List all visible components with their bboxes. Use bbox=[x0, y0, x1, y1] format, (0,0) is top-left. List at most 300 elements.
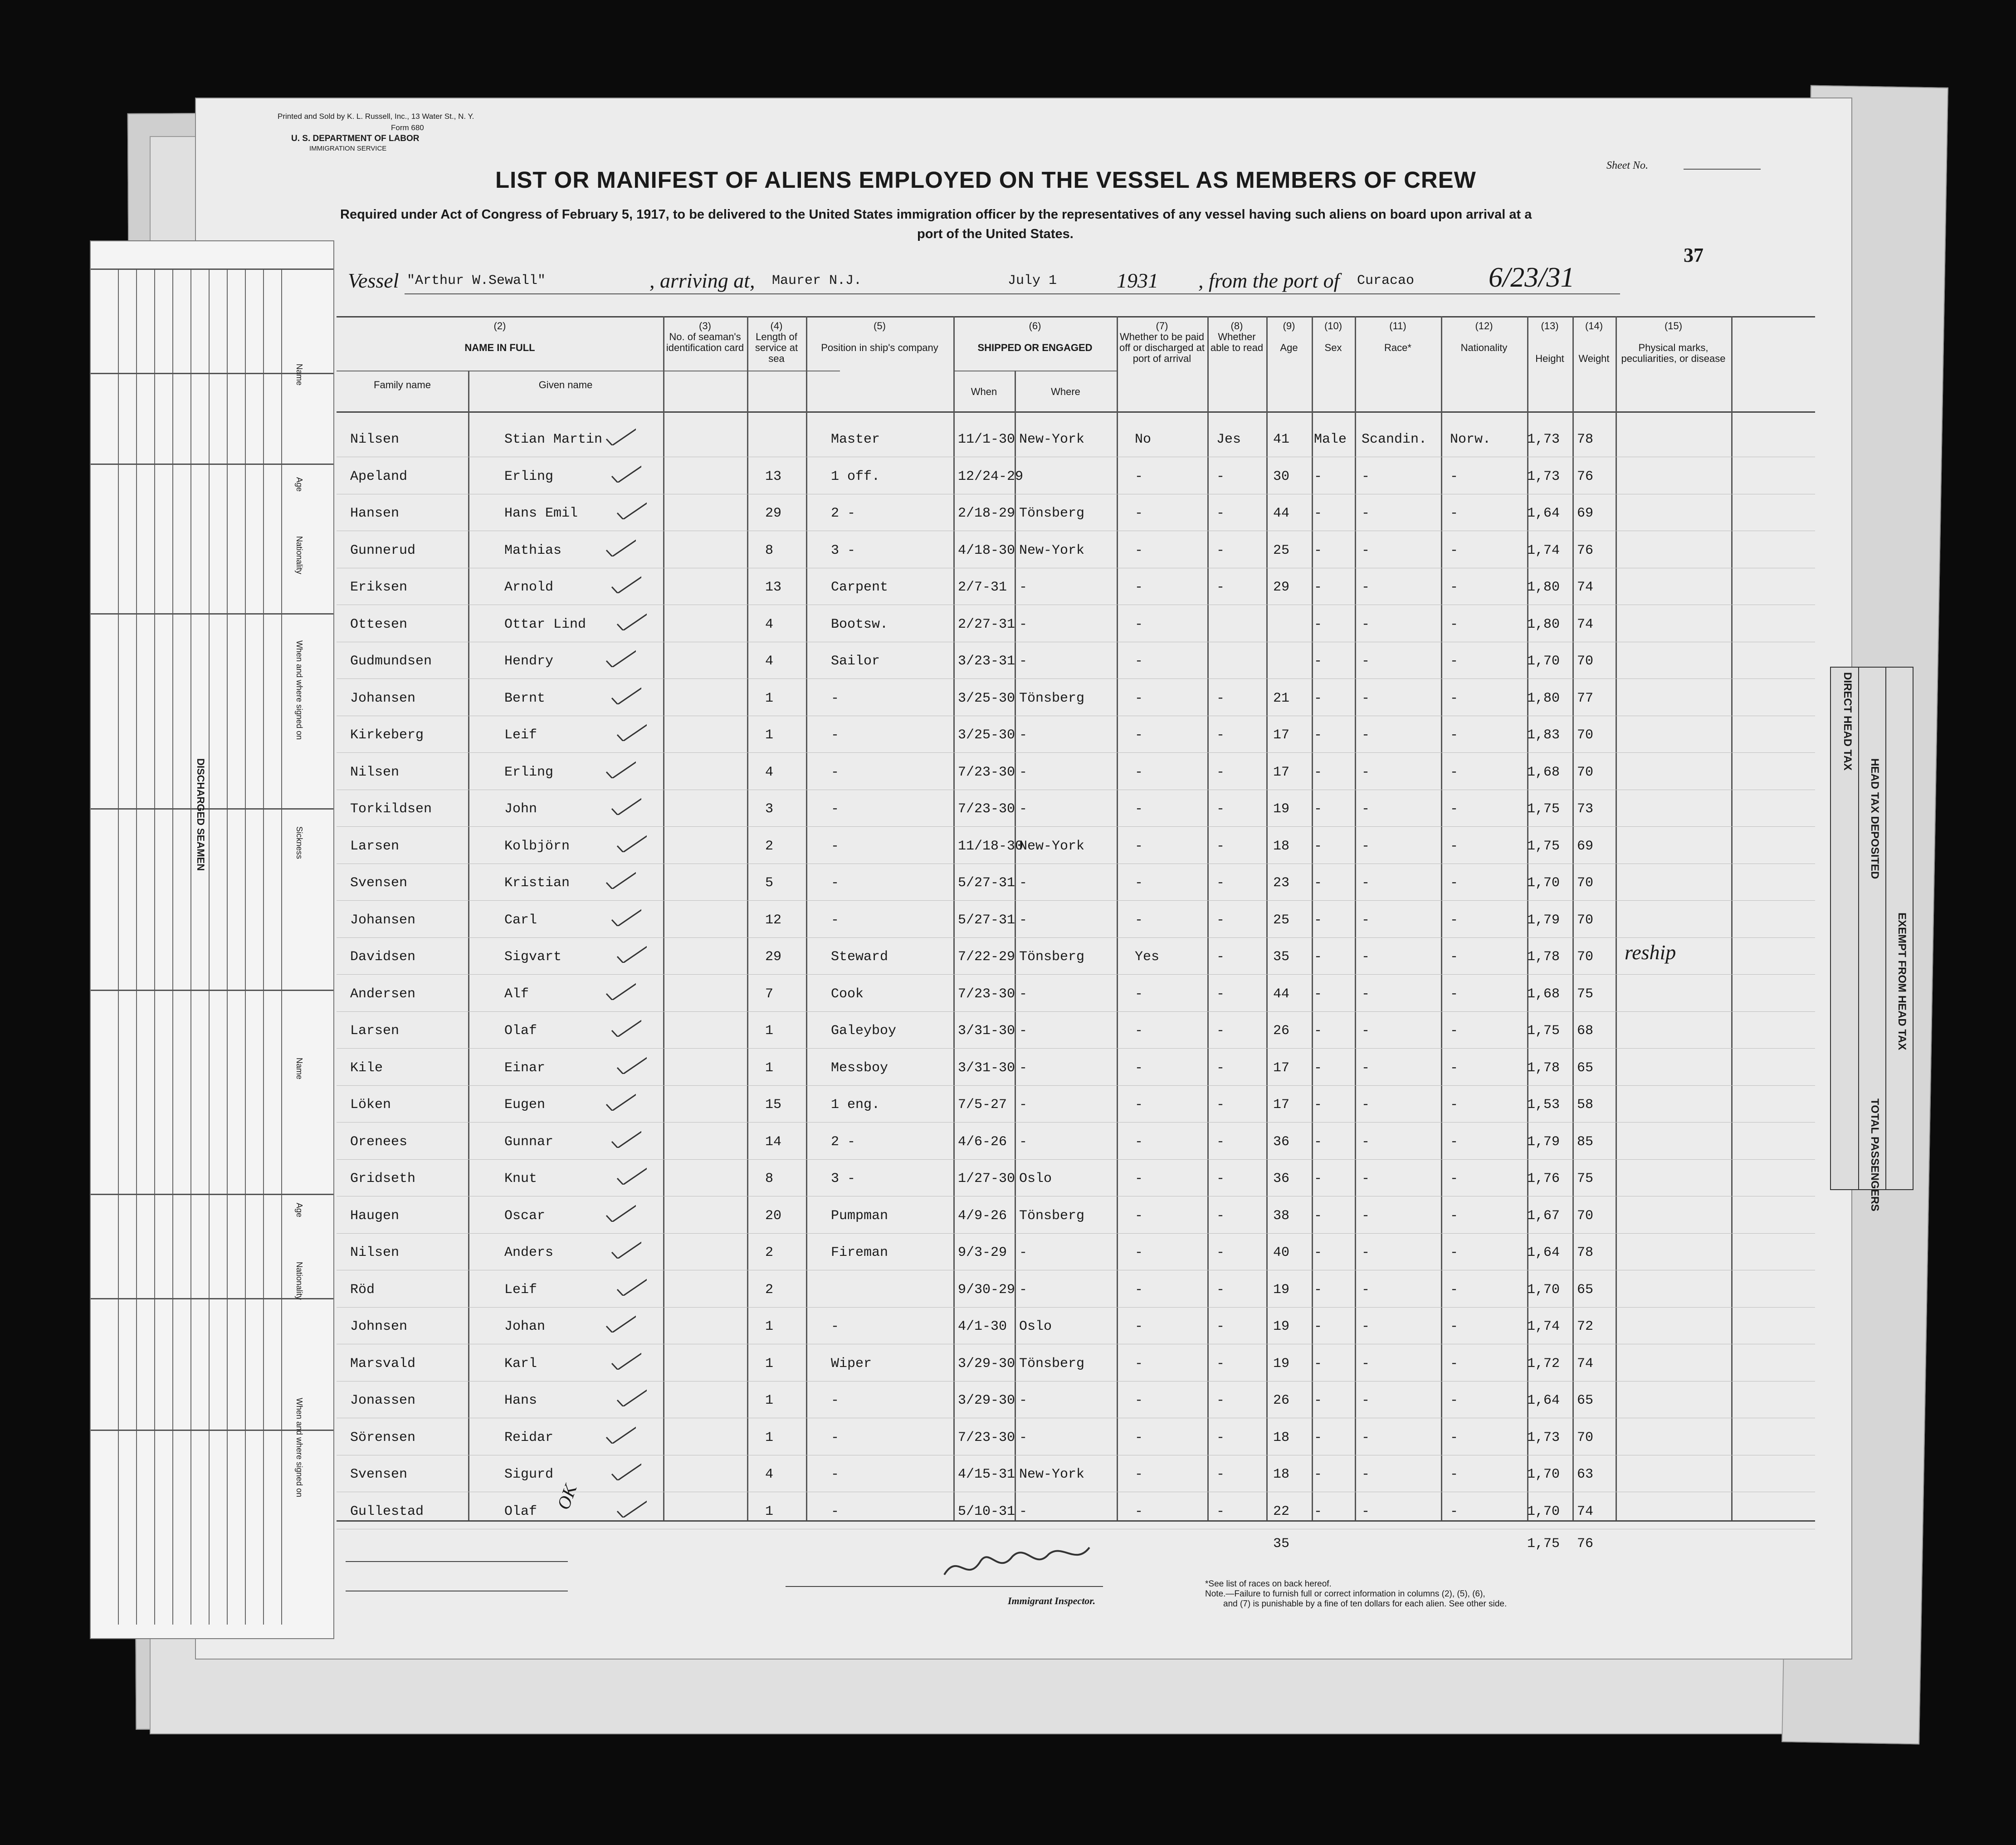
shipped-when-cell: 4/6-26 bbox=[958, 1134, 1007, 1150]
paid-off-cell: - bbox=[1135, 580, 1143, 595]
shipped-where-cell: - bbox=[1019, 801, 1028, 817]
shipped-where-cell: - bbox=[1019, 764, 1028, 780]
race-cell: - bbox=[1362, 1393, 1370, 1408]
subtitle-line-1: Required under Act of Congress of February 5, 1917, to be delivered to the United States immigration officer by the representatives of any vessel having such aliens on board upon arrival at a bbox=[340, 207, 1532, 222]
position-cell: 2 - bbox=[831, 1134, 856, 1150]
shipped-where-cell: Tönsberg bbox=[1019, 949, 1085, 965]
weight-cell: 74 bbox=[1577, 1356, 1594, 1372]
weight-cell: 70 bbox=[1577, 727, 1594, 743]
family-name-cell: Davidsen bbox=[350, 949, 416, 965]
given-name-cell: Gunnar bbox=[504, 1134, 554, 1150]
paid-off-cell: - bbox=[1135, 727, 1143, 743]
age-cell: 17 bbox=[1273, 727, 1290, 743]
header-col-7: (7) Whether to be paid off or discharged at port of arrival bbox=[1119, 320, 1205, 364]
shipped-where-cell: - bbox=[1019, 654, 1028, 669]
shipped-when-cell: 9/3-29 bbox=[958, 1245, 1007, 1260]
extra-age-cell: 35 bbox=[1273, 1536, 1290, 1552]
paid-off-cell: - bbox=[1135, 506, 1143, 521]
nationality-cell: - bbox=[1450, 1060, 1459, 1076]
length-of-service-cell: 7 bbox=[765, 986, 774, 1002]
given-name-cell: Olaf bbox=[504, 1503, 537, 1519]
shipped-when-cell: 4/9-26 bbox=[958, 1208, 1007, 1224]
position-cell: Bootsw. bbox=[831, 616, 888, 632]
shipped-when-cell: 2/27-31 bbox=[958, 616, 1015, 632]
slip-row-line bbox=[91, 613, 333, 615]
slip-row-line bbox=[91, 808, 333, 810]
family-name-cell: Jonassen bbox=[350, 1393, 416, 1408]
weight-cell: 77 bbox=[1577, 690, 1594, 706]
length-of-service-cell: 29 bbox=[765, 949, 782, 965]
given-name-cell: Kolbjörn bbox=[504, 838, 570, 854]
nationality-cell: - bbox=[1450, 506, 1459, 521]
inspector-line bbox=[786, 1586, 1103, 1587]
family-name-cell: Larsen bbox=[350, 838, 400, 854]
checkmark-icon bbox=[610, 1350, 641, 1370]
col-divider bbox=[806, 316, 807, 1520]
weight-cell: 70 bbox=[1577, 764, 1594, 780]
table-row-line bbox=[337, 1159, 1815, 1160]
race-cell: - bbox=[1362, 469, 1370, 484]
inspector-signature bbox=[940, 1534, 1121, 1588]
height-cell: 1,80 bbox=[1527, 580, 1560, 595]
sex-cell: - bbox=[1314, 986, 1323, 1002]
paid-off-cell: - bbox=[1135, 912, 1143, 928]
sex-cell: - bbox=[1314, 1245, 1323, 1260]
nationality-cell: - bbox=[1450, 1023, 1459, 1039]
col-divider bbox=[1355, 316, 1356, 1520]
race-cell: - bbox=[1362, 616, 1370, 632]
age-cell: 22 bbox=[1273, 1503, 1290, 1519]
family-name-cell: Apeland bbox=[350, 469, 408, 484]
race-cell: - bbox=[1362, 986, 1370, 1002]
position-cell: - bbox=[831, 1467, 840, 1482]
weight-cell: 70 bbox=[1577, 912, 1594, 928]
stamp-exempt-head-tax: EXEMPT FROM HEAD TAX bbox=[1896, 913, 1908, 1050]
given-name-cell: Hans bbox=[504, 1393, 537, 1408]
checkmark-icon bbox=[604, 647, 636, 667]
given-name-cell: Johan bbox=[504, 1319, 546, 1334]
arriving-label: , arriving at, bbox=[649, 269, 755, 292]
given-name-cell: Eugen bbox=[504, 1097, 546, 1113]
position-cell: - bbox=[831, 764, 840, 780]
age-cell: 18 bbox=[1273, 1430, 1290, 1445]
given-name-cell: Sigvart bbox=[504, 949, 562, 965]
shipped-when-cell: 11/1-30 bbox=[958, 432, 1015, 447]
family-name-cell: Ottesen bbox=[350, 616, 408, 632]
slip-row-line bbox=[91, 268, 333, 270]
age-cell: 29 bbox=[1273, 580, 1290, 595]
checkmark-icon bbox=[610, 463, 641, 483]
nationality-cell: - bbox=[1450, 727, 1459, 743]
shipped-where-cell: Oslo bbox=[1019, 1319, 1052, 1334]
height-cell: 1,80 bbox=[1527, 690, 1560, 706]
slip-row-line bbox=[91, 1194, 333, 1195]
race-cell: - bbox=[1362, 1430, 1370, 1445]
able-to-read-cell: - bbox=[1216, 1245, 1225, 1260]
handwritten-date: 6/23/31 bbox=[1489, 262, 1575, 293]
weight-cell: 69 bbox=[1577, 838, 1594, 854]
race-cell: - bbox=[1362, 727, 1370, 743]
length-of-service-cell: 20 bbox=[765, 1208, 782, 1224]
vessel-label: Vessel bbox=[348, 269, 399, 292]
header-top-rule bbox=[337, 316, 1815, 317]
race-cell: - bbox=[1362, 1023, 1370, 1039]
table-row-line bbox=[337, 974, 1815, 975]
able-to-read-cell: - bbox=[1216, 1060, 1225, 1076]
department: U. S. DEPARTMENT OF LABOR bbox=[291, 134, 420, 143]
family-name-cell: Gridseth bbox=[350, 1171, 416, 1186]
sex-cell: - bbox=[1314, 727, 1323, 743]
age-cell: 19 bbox=[1273, 1282, 1290, 1298]
able-to-read-cell: - bbox=[1216, 1393, 1225, 1408]
from-port: Curacao bbox=[1357, 273, 1415, 288]
length-of-service-cell: 1 bbox=[765, 690, 774, 706]
race-cell: - bbox=[1362, 1356, 1370, 1372]
paid-off-cell: - bbox=[1135, 1503, 1143, 1519]
weight-cell: 76 bbox=[1577, 469, 1594, 484]
slip-label-age: Age bbox=[295, 477, 304, 492]
able-to-read-cell: - bbox=[1216, 580, 1225, 595]
race-cell: - bbox=[1362, 654, 1370, 669]
shipped-when-cell: 12/24-29 bbox=[958, 469, 1024, 484]
able-to-read-cell: - bbox=[1216, 764, 1225, 780]
able-to-read-cell: - bbox=[1216, 727, 1225, 743]
header-col-12: (12) Nationality bbox=[1460, 320, 1508, 353]
age-cell: 44 bbox=[1273, 986, 1290, 1002]
table-row-line bbox=[337, 937, 1815, 938]
nationality-cell: - bbox=[1450, 912, 1459, 928]
family-name-cell: Nilsen bbox=[350, 764, 400, 780]
paid-off-cell: - bbox=[1135, 986, 1143, 1002]
nationality-cell: - bbox=[1450, 838, 1459, 854]
shipped-when-cell: 2/7-31 bbox=[958, 580, 1007, 595]
able-to-read-cell: - bbox=[1216, 1208, 1225, 1224]
height-cell: 1,76 bbox=[1527, 1171, 1560, 1186]
checkmark-icon bbox=[604, 980, 636, 1000]
checkmark-icon bbox=[610, 573, 641, 593]
length-of-service-cell: 4 bbox=[765, 1467, 774, 1482]
col-divider bbox=[1572, 316, 1574, 1520]
slip-column-line bbox=[209, 268, 210, 1625]
shipped-where-cell: New-York bbox=[1019, 432, 1085, 447]
weight-cell: 73 bbox=[1577, 801, 1594, 817]
slip-label-age: Age bbox=[295, 1203, 304, 1218]
nationality-cell: - bbox=[1450, 1503, 1459, 1519]
sex-cell: - bbox=[1314, 1356, 1323, 1372]
checkmark-icon bbox=[615, 610, 647, 630]
length-of-service-cell: 2 bbox=[765, 1245, 774, 1260]
shipped-when-cell: 3/31-30 bbox=[958, 1060, 1015, 1076]
paid-off-cell: - bbox=[1135, 1023, 1143, 1039]
arrival-year: 1931 bbox=[1117, 269, 1158, 292]
length-of-service-cell: 13 bbox=[765, 469, 782, 484]
race-cell: - bbox=[1362, 1319, 1370, 1334]
length-of-service-cell: 15 bbox=[765, 1097, 782, 1113]
family-name-cell: Johnsen bbox=[350, 1319, 408, 1334]
nationality-cell: - bbox=[1450, 986, 1459, 1002]
height-cell: 1,74 bbox=[1527, 542, 1560, 558]
sex-cell: - bbox=[1314, 1467, 1323, 1482]
given-name-cell: Kristian bbox=[504, 875, 570, 891]
given-name-cell: Ottar Lind bbox=[504, 616, 586, 632]
shipped-where-cell: - bbox=[1019, 1097, 1028, 1113]
family-name-cell: Torkildsen bbox=[350, 801, 432, 817]
race-cell: - bbox=[1362, 1134, 1370, 1150]
sex-cell: - bbox=[1314, 1319, 1323, 1334]
stamp-divider bbox=[1858, 668, 1859, 1189]
shipped-when-cell: 4/18-30 bbox=[958, 542, 1015, 558]
col-divider bbox=[1207, 316, 1209, 1520]
checkmark-icon bbox=[604, 425, 636, 445]
height-cell: 1,70 bbox=[1527, 875, 1560, 891]
family-name-cell: Sörensen bbox=[350, 1430, 416, 1445]
header-when: When bbox=[971, 386, 997, 397]
checkmark-icon bbox=[604, 869, 636, 889]
family-name-cell: Löken bbox=[350, 1097, 391, 1113]
signature-line bbox=[346, 1561, 568, 1562]
height-cell: 1,64 bbox=[1527, 1245, 1560, 1260]
weight-cell: 65 bbox=[1577, 1393, 1594, 1408]
able-to-read-cell: - bbox=[1216, 801, 1225, 817]
height-cell: 1,78 bbox=[1527, 949, 1560, 965]
weight-cell: 78 bbox=[1577, 432, 1594, 447]
race-cell: - bbox=[1362, 801, 1370, 817]
nationality-cell: - bbox=[1450, 1430, 1459, 1445]
paid-off-cell: - bbox=[1135, 1171, 1143, 1186]
age-cell: 35 bbox=[1273, 949, 1290, 965]
arrival-port: Maurer N.J. bbox=[772, 273, 862, 288]
length-of-service-cell: 14 bbox=[765, 1134, 782, 1150]
paid-off-cell: - bbox=[1135, 1393, 1143, 1408]
slip-row-line bbox=[91, 464, 333, 465]
age-cell: 25 bbox=[1273, 912, 1290, 928]
position-cell: Cook bbox=[831, 986, 864, 1002]
length-of-service-cell: 1 bbox=[765, 727, 774, 743]
shipped-when-cell: 5/27-31 bbox=[958, 875, 1015, 891]
age-cell: 19 bbox=[1273, 1356, 1290, 1372]
header-col-15: (15) Physical marks, peculiarities, or disease bbox=[1621, 320, 1726, 364]
family-name-cell: Röd bbox=[350, 1282, 375, 1298]
slip-row-line bbox=[91, 990, 333, 991]
position-cell: 3 - bbox=[831, 542, 856, 558]
sex-cell: - bbox=[1314, 1503, 1323, 1519]
age-cell: 40 bbox=[1273, 1245, 1290, 1260]
given-name-cell: Erling bbox=[504, 469, 554, 484]
sex-cell: - bbox=[1314, 616, 1323, 632]
weight-cell: 70 bbox=[1577, 949, 1594, 965]
shipped-where-cell: - bbox=[1019, 1393, 1028, 1408]
age-cell: 19 bbox=[1273, 801, 1290, 817]
header-col-3: (3) No. of seaman's identification card bbox=[666, 320, 744, 353]
shipped-when-cell: 7/23-30 bbox=[958, 1430, 1015, 1445]
checkmark-icon bbox=[615, 1165, 647, 1185]
shipped-where-cell: - bbox=[1019, 875, 1028, 891]
checkmark-icon bbox=[604, 1424, 636, 1444]
inspector-label: Immigrant Inspector. bbox=[1008, 1595, 1096, 1606]
nationality-cell: - bbox=[1450, 1282, 1459, 1298]
nationality-cell: - bbox=[1450, 875, 1459, 891]
col-divider bbox=[468, 371, 469, 1520]
slip-label-name: Name bbox=[295, 364, 304, 386]
shipped-where-cell: Tönsberg bbox=[1019, 506, 1085, 521]
able-to-read-cell: - bbox=[1216, 1356, 1225, 1372]
able-to-read-cell: - bbox=[1216, 986, 1225, 1002]
weight-cell: 74 bbox=[1577, 580, 1594, 595]
shipped-where-cell: - bbox=[1019, 727, 1028, 743]
nationality-cell: - bbox=[1450, 1171, 1459, 1186]
able-to-read-cell: - bbox=[1216, 1503, 1225, 1519]
family-name-cell: Gudmundsen bbox=[350, 654, 432, 669]
paid-off-cell: - bbox=[1135, 654, 1143, 669]
position-cell: 1 eng. bbox=[831, 1097, 880, 1113]
paid-off-cell: - bbox=[1135, 1097, 1143, 1113]
given-name-cell: Karl bbox=[504, 1356, 537, 1372]
checkmark-icon bbox=[604, 1091, 636, 1111]
height-cell: 1,75 bbox=[1527, 838, 1560, 854]
shipped-where-cell: - bbox=[1019, 1430, 1028, 1445]
position-cell: - bbox=[831, 1319, 840, 1334]
weight-cell: 74 bbox=[1577, 1503, 1594, 1519]
shipped-when-cell: 3/25-30 bbox=[958, 690, 1015, 706]
age-cell: 25 bbox=[1273, 542, 1290, 558]
shipped-where-cell: Tönsberg bbox=[1019, 1208, 1085, 1224]
able-to-read-cell: - bbox=[1216, 1467, 1225, 1482]
checkmark-icon bbox=[610, 1017, 641, 1037]
age-cell: 18 bbox=[1273, 1467, 1290, 1482]
race-cell: - bbox=[1362, 912, 1370, 928]
family-name-cell: Svensen bbox=[350, 1467, 408, 1482]
header-col-5: (5) Position in ship's company bbox=[821, 320, 938, 353]
nationality-cell: - bbox=[1450, 469, 1459, 484]
length-of-service-cell: 1 bbox=[765, 1060, 774, 1076]
slip-label-nationality: Nationality bbox=[295, 536, 304, 575]
shipped-where-cell: - bbox=[1019, 1134, 1028, 1150]
weight-cell: 70 bbox=[1577, 1208, 1594, 1224]
shipped-where-cell: - bbox=[1019, 986, 1028, 1002]
shipped-where-cell: New-York bbox=[1019, 838, 1085, 854]
header-col-10: (10) Sex bbox=[1324, 320, 1342, 353]
shipped-when-cell: 4/1-30 bbox=[958, 1319, 1007, 1334]
paid-off-cell: - bbox=[1135, 838, 1143, 854]
age-cell: 17 bbox=[1273, 1097, 1290, 1113]
length-of-service-cell: 1 bbox=[765, 1023, 774, 1039]
given-name-cell: Hans Emil bbox=[504, 506, 578, 521]
table-row-line bbox=[337, 900, 1815, 901]
checkmark-icon bbox=[604, 537, 636, 556]
shipped-when-cell: 7/22-29 bbox=[958, 949, 1015, 965]
sex-cell: - bbox=[1314, 838, 1323, 854]
sheet-no-line bbox=[1684, 169, 1761, 170]
length-of-service-cell: 1 bbox=[765, 1319, 774, 1334]
slip-title: DISCHARGED SEAMEN bbox=[195, 758, 206, 871]
height-cell: 1,73 bbox=[1527, 469, 1560, 484]
checkmark-icon bbox=[610, 684, 641, 704]
shipped-where-cell: - bbox=[1019, 1282, 1028, 1298]
table-row-line bbox=[337, 1085, 1815, 1086]
position-cell: - bbox=[831, 1430, 840, 1445]
family-name-cell: Andersen bbox=[350, 986, 416, 1002]
position-cell: - bbox=[831, 912, 840, 928]
table-row-line bbox=[337, 1122, 1815, 1123]
form-number: Form 680 bbox=[391, 123, 424, 132]
table-row-line bbox=[337, 752, 1815, 753]
shipped-where-cell: Tönsberg bbox=[1019, 1356, 1085, 1372]
shipped-where-cell: - bbox=[1019, 580, 1028, 595]
given-name-cell: Arnold bbox=[504, 580, 554, 595]
nationality-cell: - bbox=[1450, 801, 1459, 817]
position-cell: - bbox=[831, 875, 840, 891]
race-cell: - bbox=[1362, 1282, 1370, 1298]
header-family-name: Family name bbox=[374, 379, 431, 390]
race-cell: - bbox=[1362, 580, 1370, 595]
printer-line: Printed and Sold by K. L. Russell, Inc., 13 Water St., N. Y. bbox=[278, 112, 474, 121]
height-cell: 1,79 bbox=[1527, 1134, 1560, 1150]
shipped-where-cell: - bbox=[1019, 1503, 1028, 1519]
checkmark-icon bbox=[604, 1313, 636, 1332]
col-divider bbox=[747, 316, 748, 1520]
able-to-read-cell: Jes bbox=[1216, 432, 1241, 447]
shipped-when-cell: 9/30-29 bbox=[958, 1282, 1015, 1298]
weight-cell: 76 bbox=[1577, 542, 1594, 558]
position-cell: Wiper bbox=[831, 1356, 872, 1372]
checkmark-icon bbox=[615, 1054, 647, 1074]
given-name-cell: John bbox=[504, 801, 537, 817]
given-name-cell: Carl bbox=[504, 912, 537, 928]
age-cell: 41 bbox=[1273, 432, 1290, 447]
sex-cell: - bbox=[1314, 1282, 1323, 1298]
header-col-14: (14) Weight bbox=[1578, 320, 1610, 364]
sex-cell: - bbox=[1314, 1171, 1323, 1186]
manifest-sheet bbox=[195, 98, 1852, 1660]
sex-cell: - bbox=[1314, 1060, 1323, 1076]
slip-column-line bbox=[172, 268, 173, 1625]
checkmark-icon bbox=[610, 1128, 641, 1148]
position-cell: Fireman bbox=[831, 1245, 888, 1260]
height-cell: 1,73 bbox=[1527, 1430, 1560, 1445]
table-bottom-rule bbox=[337, 1520, 1815, 1522]
given-name-cell: Reidar bbox=[504, 1430, 554, 1445]
height-cell: 1,80 bbox=[1527, 616, 1560, 632]
fine-note-2: and (7) is punishable by a fine of ten dollars for each alien. See other side. bbox=[1223, 1599, 1507, 1609]
paid-off-cell: Yes bbox=[1135, 949, 1160, 965]
family-name-cell: Haugen bbox=[350, 1208, 400, 1224]
header-bottom-rule bbox=[337, 411, 1815, 413]
height-cell: 1,70 bbox=[1527, 1467, 1560, 1482]
age-cell: 26 bbox=[1273, 1023, 1290, 1039]
height-cell: 1,70 bbox=[1527, 1282, 1560, 1298]
paid-off-cell: - bbox=[1135, 801, 1143, 817]
sex-cell: - bbox=[1314, 690, 1323, 706]
race-cell: - bbox=[1362, 838, 1370, 854]
fine-note-1: Note.—Failure to furnish full or correct information in columns (2), (5), (6), bbox=[1205, 1589, 1485, 1599]
position-cell: - bbox=[831, 1393, 840, 1408]
weight-cell: 85 bbox=[1577, 1134, 1594, 1150]
paid-off-cell: - bbox=[1135, 1282, 1143, 1298]
checkmark-icon bbox=[610, 795, 641, 815]
age-cell: 36 bbox=[1273, 1171, 1290, 1186]
family-name-cell: Gunnerud bbox=[350, 542, 416, 558]
race-cell: - bbox=[1362, 1060, 1370, 1076]
length-of-service-cell: 1 bbox=[765, 1356, 774, 1372]
length-of-service-cell: 8 bbox=[765, 1171, 774, 1186]
position-cell: Master bbox=[831, 432, 880, 447]
shipped-where-cell: Tönsberg bbox=[1019, 690, 1085, 706]
given-name-cell: Olaf bbox=[504, 1023, 537, 1039]
service: IMMIGRATION SERVICE bbox=[309, 145, 387, 152]
sex-cell: Male bbox=[1314, 432, 1347, 447]
page-title: LIST OR MANIFEST OF ALIENS EMPLOYED ON THE VESSEL AS MEMBERS OF CREW bbox=[495, 167, 1476, 193]
able-to-read-cell: - bbox=[1216, 1097, 1225, 1113]
